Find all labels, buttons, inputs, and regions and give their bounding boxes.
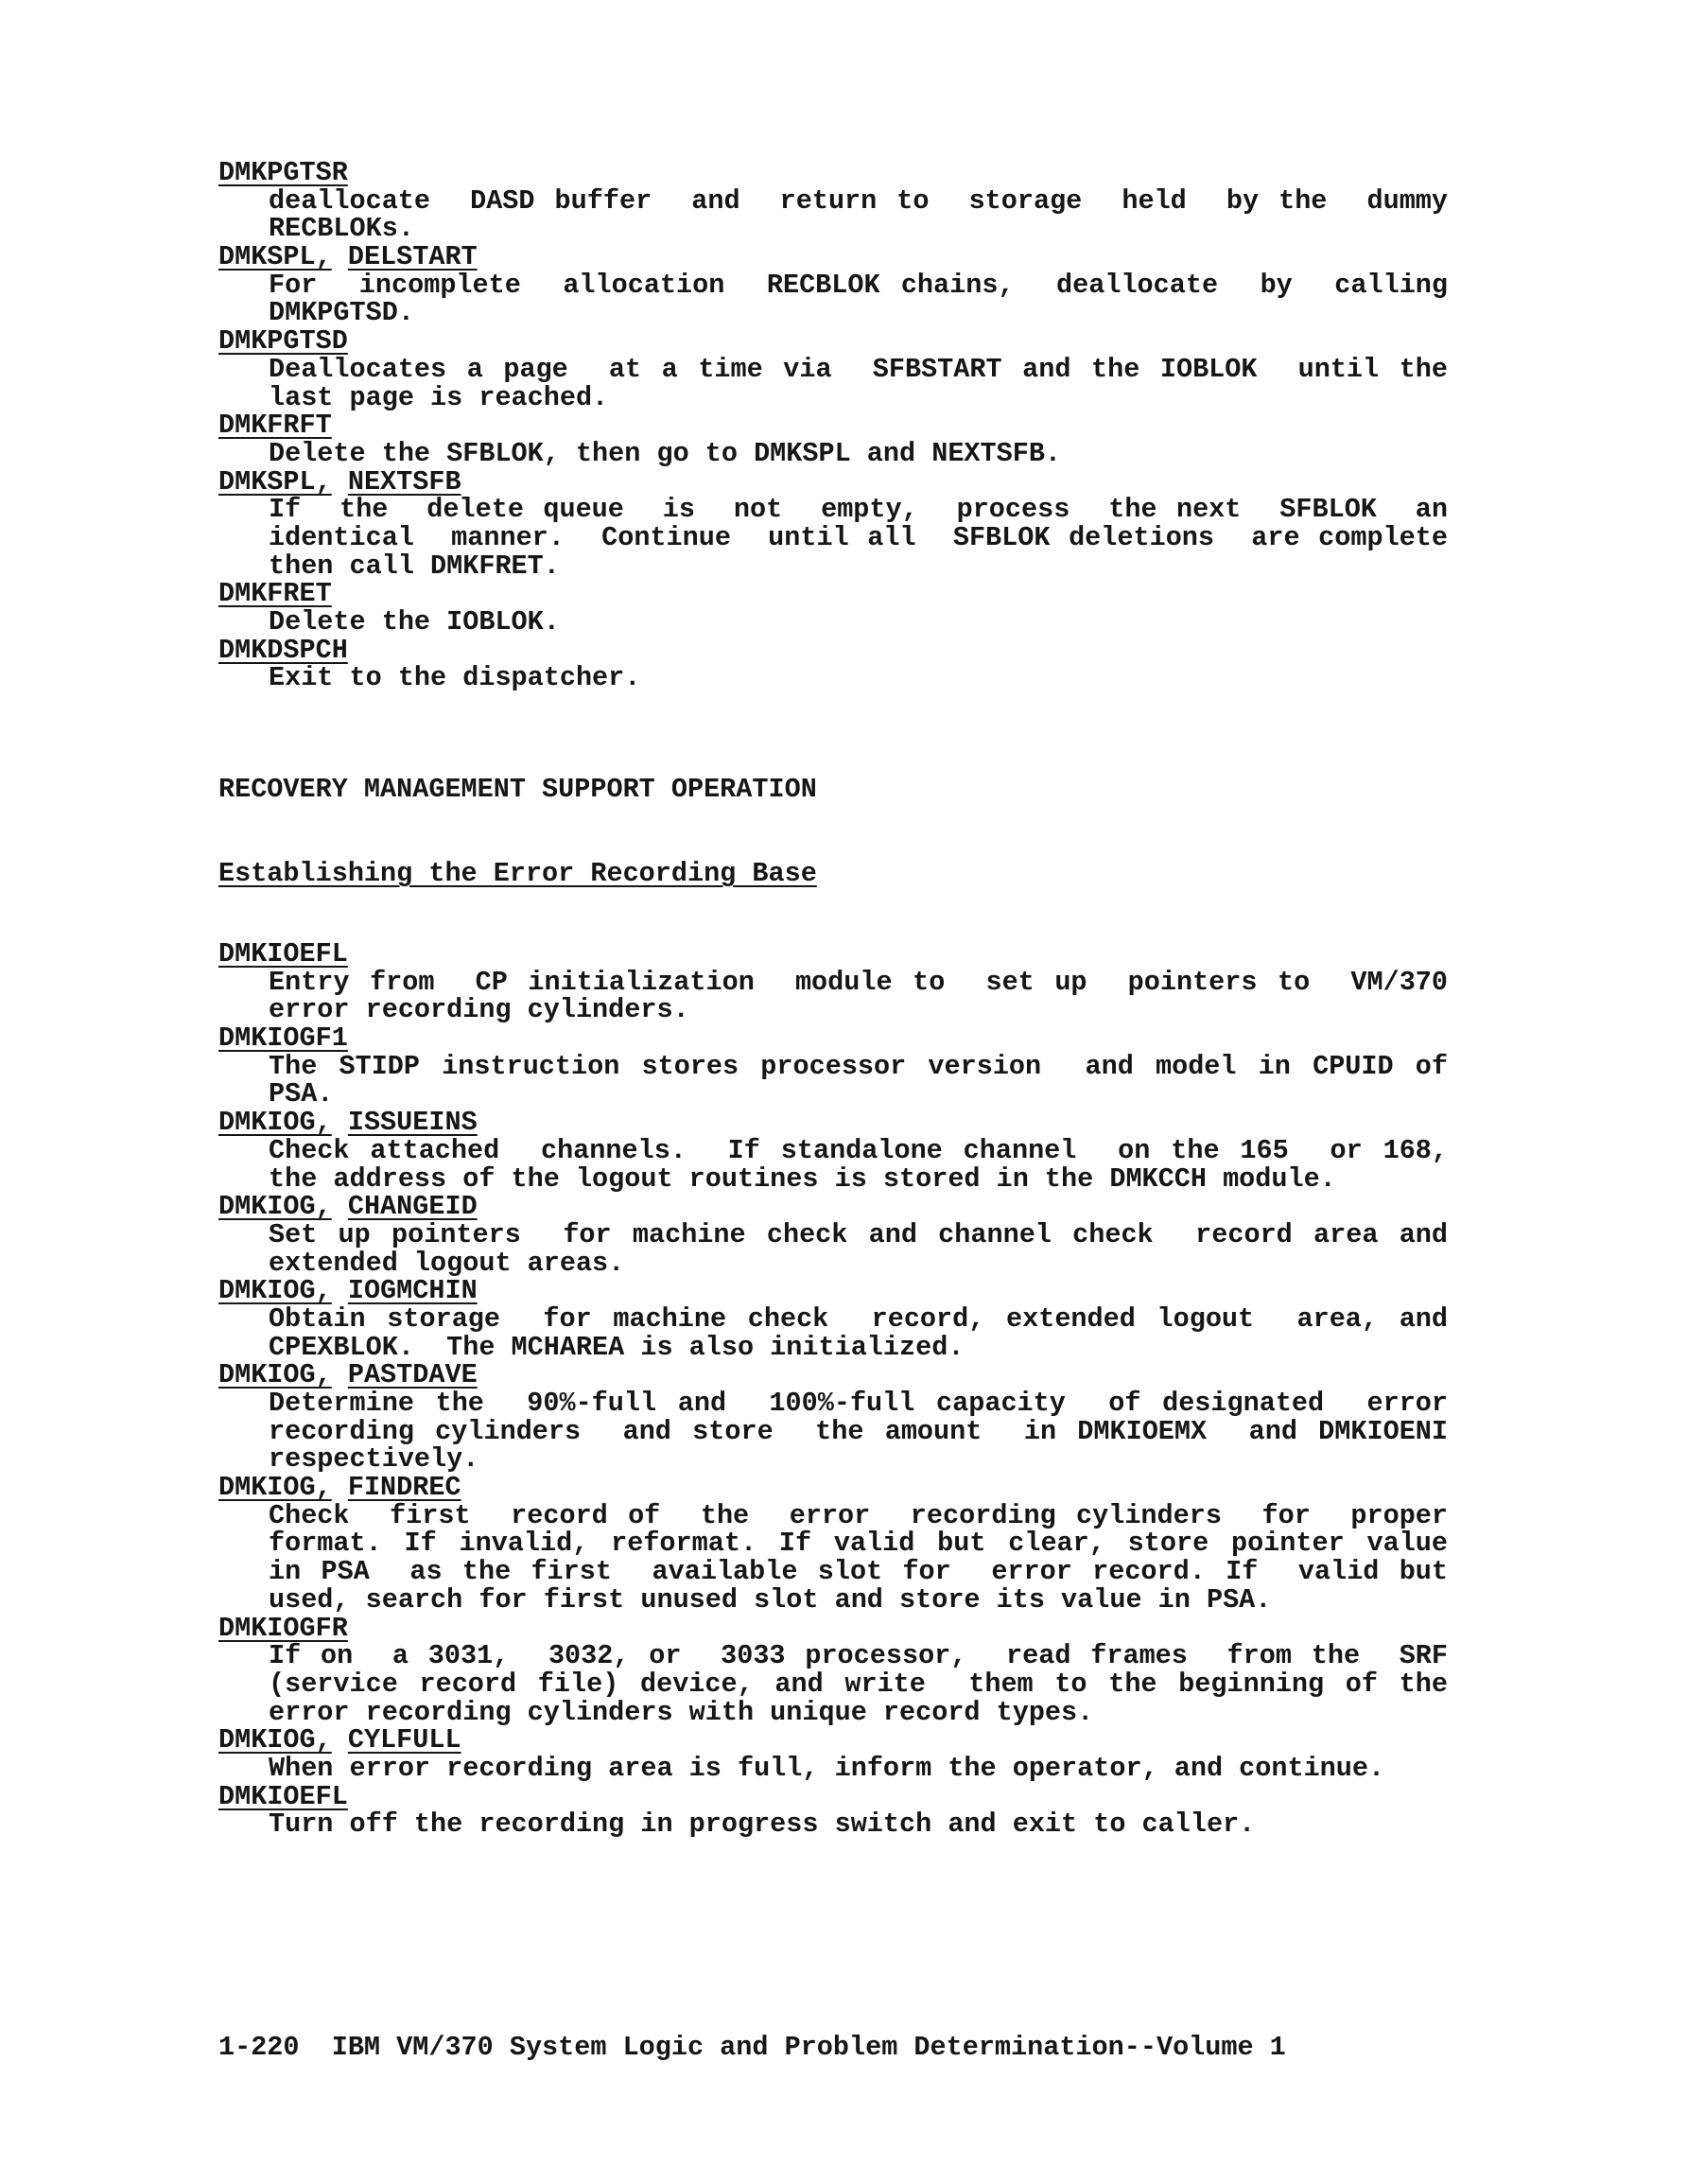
module-name: DMKIOG, — [218, 1359, 332, 1391]
module-label — [218, 1726, 1448, 1755]
description-line: error recording cylinders. — [269, 994, 689, 1026]
description-line: For incomplete allocation RECBLOK chains, deallocate by calling — [269, 269, 1448, 301]
module-list-deallocation — [218, 159, 1448, 692]
module-name: DMKFRFT — [218, 410, 332, 442]
description-line: Set up pointers for machine check and channel check record area and — [269, 1218, 1448, 1250]
description-line: respectively. — [269, 1443, 479, 1476]
module-entry — [218, 411, 1448, 467]
module-label — [218, 1109, 1448, 1137]
description-line: in PSA as the first available slot for error record. If valid but — [269, 1556, 1448, 1588]
module-description — [218, 608, 1448, 637]
entry-point-name: IOGMCHIN — [347, 1275, 478, 1307]
module-description — [218, 1389, 1448, 1474]
module-label — [218, 411, 1448, 440]
module-entry — [218, 940, 1448, 1024]
entry-point-name: NEXTSFB — [347, 465, 461, 498]
module-entry — [218, 1024, 1448, 1109]
module-name: DMKIOG, — [218, 1191, 332, 1223]
module-label — [218, 465, 1448, 498]
description-line: PSA. — [269, 1078, 334, 1110]
module-label — [218, 1612, 1448, 1644]
module-description — [218, 496, 1448, 580]
description-line: RECBLOKs. — [269, 213, 414, 245]
module-label — [218, 1024, 1448, 1053]
module-name: DMKIOEFL — [218, 938, 348, 970]
entry-point-name: FINDREC — [347, 1472, 461, 1504]
module-name: DMKIOEFL — [218, 1780, 348, 1812]
description-line: used, search for first unused slot and store its value in PSA. — [269, 1583, 1272, 1616]
module-entry — [218, 159, 1448, 243]
module-label — [218, 1474, 1448, 1502]
description-line: If on a 3031, 3032, or 3033 processor, read frames from the SRF — [269, 1640, 1448, 1672]
module-description — [218, 353, 1448, 413]
module-label — [218, 580, 1448, 608]
section-heading: RECOVERY MANAGEMENT SUPPORT OPERATION — [218, 774, 817, 805]
module-description — [218, 1810, 1448, 1839]
module-label — [218, 1361, 1448, 1389]
description-line: CPEXBLOK. The MCHAREA is also initialized. — [269, 1331, 965, 1363]
module-name: DMKIOG, — [218, 1107, 332, 1139]
module-description — [218, 184, 1448, 245]
description-line: extended logout areas. — [269, 1247, 625, 1279]
description-line: identical manner. Continue until all SFBLOK deletions are complete — [269, 521, 1448, 553]
description-line: recording cylinders and store the amount in DMKIOEMX and DMKIOENI — [269, 1415, 1448, 1447]
module-entry — [218, 1474, 1448, 1614]
module-description — [218, 271, 1448, 327]
module-description — [218, 1642, 1448, 1726]
description-line: then call DMKFRET. — [269, 550, 560, 582]
module-description — [218, 1302, 1448, 1363]
description-line: deallocate DASD buffer and return to storage held by the dummy — [269, 184, 1448, 217]
module-entry — [218, 1726, 1448, 1782]
module-name: DMKSPL, — [218, 241, 332, 273]
module-description — [218, 1752, 1448, 1784]
module-entry — [218, 1780, 1448, 1841]
module-name: DMKIOGF1 — [218, 1022, 348, 1055]
description-line: error recording cylinders with unique record types. — [269, 1696, 1094, 1728]
module-name: DMKPGTSR — [218, 157, 348, 188]
module-label — [218, 1780, 1448, 1812]
description-line: Turn off the recording in progress switch and exit to caller. — [269, 1808, 1256, 1841]
page-footer: 1-220 IBM VM/370 System Logic and Problem Determination--Volume 1 — [218, 2032, 1286, 2063]
module-label — [218, 1193, 1448, 1221]
module-list-error-recording — [218, 940, 1448, 1839]
module-name: DMKIOG, — [218, 1275, 332, 1307]
description-line: Delete the SFBLOK, then go to DMKSPL and NEXTSFB. — [269, 437, 1062, 469]
module-entry — [218, 243, 1448, 327]
description-line: When error recording area is full, inform the operator, and continue. — [269, 1752, 1385, 1784]
module-entry — [218, 1277, 1448, 1361]
module-description — [218, 966, 1448, 1026]
description-line: Delete the IOBLOK. — [269, 606, 560, 638]
description-line: DMKPGTSD. — [269, 297, 414, 329]
module-label — [218, 940, 1448, 969]
module-label — [218, 243, 1448, 271]
module-entry — [218, 327, 1448, 411]
module-description — [218, 437, 1448, 469]
description-line: Deallocates a page at a time via SFBSTART and the IOBLOK until the — [269, 353, 1448, 385]
module-description — [218, 1218, 1448, 1279]
module-entry — [218, 1361, 1448, 1474]
module-name: DMKIOGFR — [218, 1612, 348, 1644]
module-label — [218, 634, 1448, 666]
module-name: DMKIOG, — [218, 1724, 332, 1756]
module-name: DMKSPL, — [218, 465, 332, 498]
description-line: The STIDP instruction stores processor version and model in CPUID of — [269, 1050, 1448, 1082]
subsection-heading: Establishing the Error Recording Base — [218, 858, 817, 889]
module-label — [218, 327, 1448, 356]
description-line: If the delete queue is not empty, process the next SFBLOK an — [269, 494, 1448, 526]
entry-point-name: CYLFULL — [347, 1724, 461, 1756]
entry-point-name: PASTDAVE — [347, 1359, 478, 1391]
module-entry — [218, 580, 1448, 636]
module-label — [218, 159, 1448, 187]
module-name: DMKDSPCH — [218, 634, 348, 666]
entry-point-name: ISSUEINS — [347, 1107, 478, 1139]
description-line: Check attached channels. If standalone channel on the 165 or 168, — [269, 1134, 1448, 1166]
description-line: Entry from CP initialization module to set up pointers to VM/370 — [269, 966, 1448, 998]
description-line: format. If invalid, reformat. If valid but clear, store pointer value — [269, 1528, 1448, 1560]
module-description — [218, 664, 1448, 692]
entry-point-name: CHANGEID — [347, 1191, 478, 1223]
module-entry — [218, 465, 1448, 582]
description-line: Exit to the dispatcher. — [269, 662, 641, 694]
module-entry — [218, 1193, 1448, 1277]
description-line: (service record file) device, and write them to the beginning of the — [269, 1668, 1448, 1700]
module-entry — [218, 1109, 1448, 1193]
description-line: the address of the logout routines is stored in the DMKCCH module. — [269, 1162, 1336, 1195]
module-entry — [218, 1612, 1448, 1728]
module-label — [218, 1277, 1448, 1305]
module-description — [218, 1050, 1448, 1110]
module-description — [218, 1134, 1448, 1195]
description-line: Check first record of the error recording cylinders for proper — [269, 1499, 1448, 1531]
module-name: DMKFRET — [218, 578, 332, 610]
description-line: Obtain storage for machine check record, extended logout area, and — [269, 1302, 1448, 1335]
module-entry — [218, 634, 1448, 694]
module-name: DMKIOG, — [218, 1472, 332, 1504]
module-name: DMKPGTSD — [218, 325, 348, 358]
entry-point-name: DELSTART — [347, 241, 478, 273]
module-description — [218, 1499, 1448, 1616]
description-line: last page is reached. — [269, 381, 609, 413]
description-line: Determine the 90%-full and 100%-full capacity of designated error — [269, 1388, 1448, 1419]
